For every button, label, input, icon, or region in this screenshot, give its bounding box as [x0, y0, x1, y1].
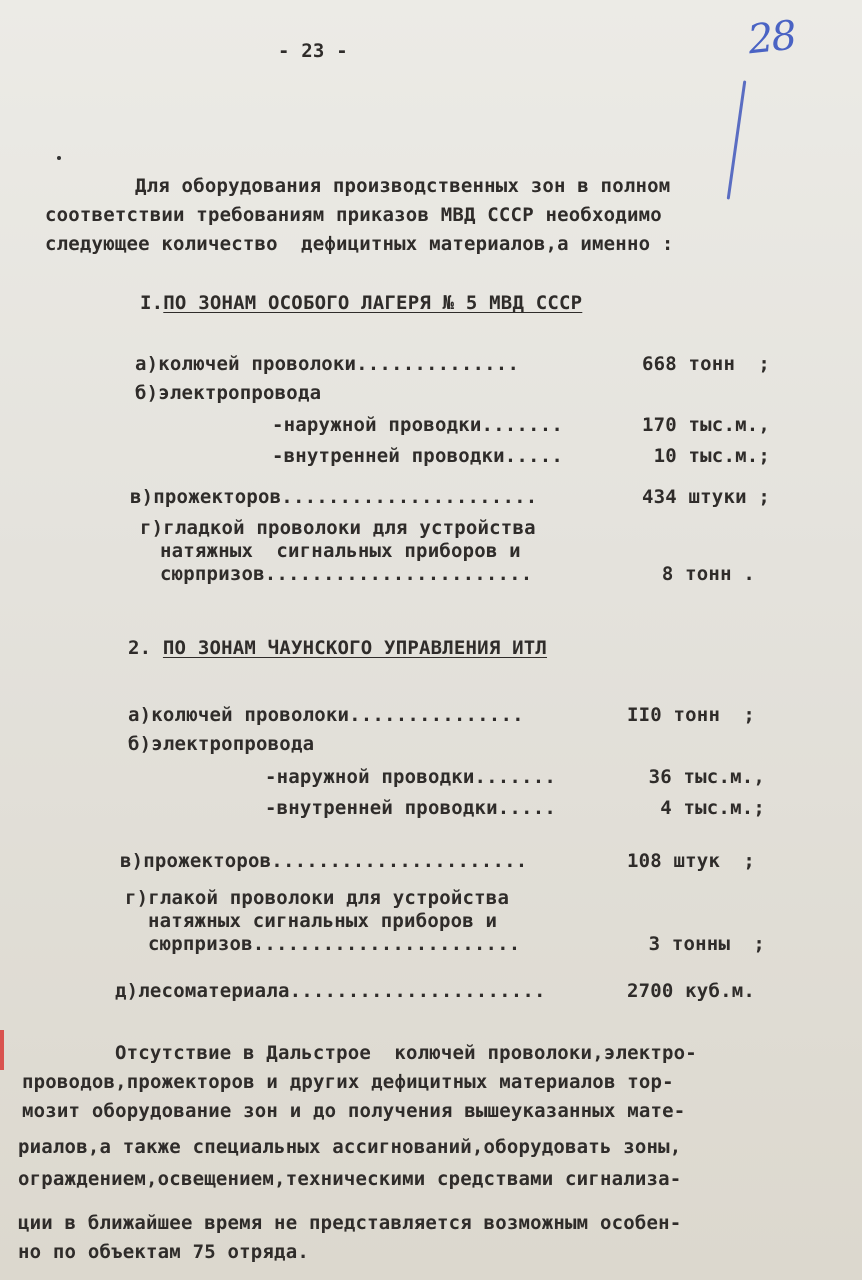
s1-item-g-line3-label: сюрпризов.......................: [160, 563, 533, 585]
closing-line-3: мозит оборудование зон и до получения вышеуказанных мате-: [22, 1100, 686, 1122]
section2-number: 2.: [128, 637, 152, 659]
s2-item-d-value: 2700 куб.м.: [626, 980, 755, 1002]
s1-item-a-value: 668 тонн ;: [641, 353, 770, 375]
red-edge-mark: [0, 1030, 4, 1070]
s2-item-g-line3-label: сюрпризов.......................: [148, 933, 521, 955]
section1-number: I.: [140, 292, 164, 314]
ink-dot: [57, 156, 61, 160]
s2-item-d-label: д)лесоматериала......................: [115, 980, 546, 1002]
s2-item-v-label: в)прожекторов......................: [120, 850, 528, 872]
s2-item-g-line2: натяжных сигнальных приборов и: [148, 910, 498, 932]
section2-title: ПО ЗОНАМ ЧАУНСКОГО УПРАВЛЕНИЯ ИТЛ: [162, 637, 548, 659]
s1-item-g-line1: г)гладкой проволоки для устройства: [140, 517, 536, 539]
s1-item-g-line2: натяжных сигнальных приборов и: [160, 540, 521, 562]
s2-item-a-value: II0 тонн ;: [626, 704, 755, 726]
closing-line-4: риалов,а также специальных ассигнований,оборудовать зоны,: [18, 1136, 682, 1158]
s1-item-a-label: а)колючей проволоки..............: [135, 353, 520, 375]
closing-line-7: но по объектам 75 отряда.: [18, 1241, 309, 1263]
closing-line-5: ограждением,освещением,техническими средствами сигнализа-: [18, 1168, 682, 1190]
intro-line-2: соответствии требованиям приказов МВД СССР необходимо: [45, 204, 662, 226]
closing-line-2: проводов,прожекторов и других дефицитных материалов тор-: [22, 1071, 674, 1093]
s2-item-b2-value: 4 тыс.м.;: [660, 797, 765, 819]
handwritten-page-number: 28: [745, 12, 798, 64]
page-number: - 23 -: [278, 40, 348, 62]
s1-item-b2-label: -внутренней проводки.....: [272, 445, 563, 467]
s1-item-b1-value: 170 тыс.м.,: [641, 414, 770, 436]
s2-item-b-label: б)электропровода: [128, 733, 315, 755]
section1-heading: [140, 292, 582, 314]
intro-line-3: следующее количество дефицитных материалов,а именно :: [45, 233, 674, 255]
section1-title: ПО ЗОНАМ ОСОБОГО ЛАГЕРЯ № 5 МВД СССР: [163, 292, 583, 314]
s1-item-b-label: б)электропровода: [135, 382, 322, 404]
s1-item-v-value: 434 штуки ;: [641, 486, 770, 508]
s2-item-b1-label: -наружной проводки.......: [265, 766, 556, 788]
s2-item-g-line3-value: 3 тонны ;: [648, 933, 765, 955]
intro-line-1: Для оборудования производственных зон в полном: [135, 175, 671, 197]
closing-line-6: ции в ближайшее время не представляется возможным особен-: [18, 1212, 682, 1234]
s1-item-g-line3-value: 8 тонн .: [661, 563, 755, 585]
s1-item-b1-label: -наружной проводки.......: [272, 414, 563, 436]
s2-item-b1-value: 36 тыс.м.,: [648, 766, 765, 788]
s1-item-v-label: в)прожекторов......................: [130, 486, 538, 508]
s2-item-a-label: а)колючей проволоки...............: [128, 704, 524, 726]
s2-item-g-line1: г)глакой проволоки для устройства: [125, 887, 510, 909]
closing-line-1: Отсутствие в Дальстрое колючей проволоки,электро-: [115, 1042, 697, 1064]
pen-stroke: [727, 80, 747, 199]
s1-item-b2-value: 10 тыс.м.;: [653, 445, 770, 467]
s2-item-v-value: 108 штук ;: [626, 850, 755, 872]
s2-item-b2-label: -внутренней проводки.....: [265, 797, 556, 819]
section2-heading: [128, 637, 547, 659]
